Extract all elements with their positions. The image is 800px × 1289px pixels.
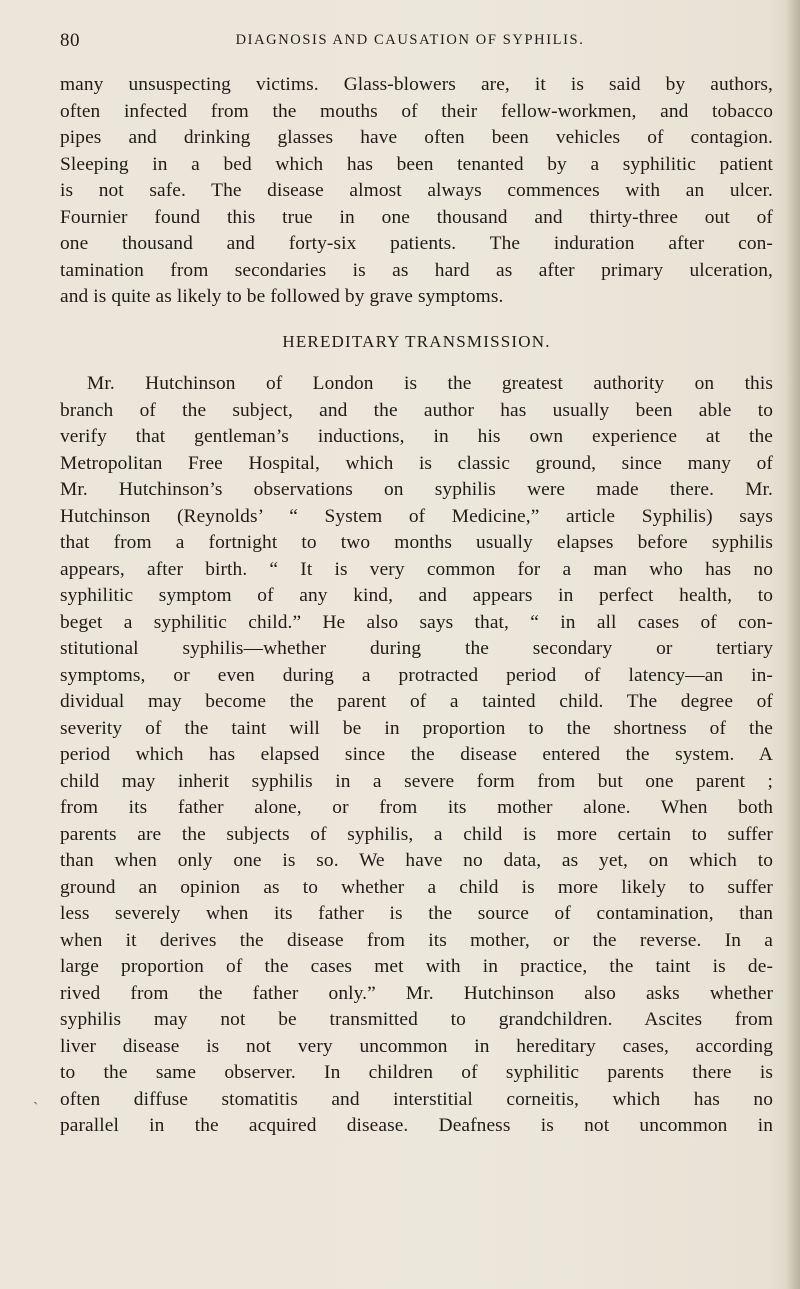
text-line: Sleeping in a bed which has been tenanted by a syphilitic patient xyxy=(60,153,773,175)
page-header xyxy=(60,30,775,58)
text-line: period which has elapsed since the disease entered the system. A xyxy=(60,744,773,765)
text-line: Fournier found this true in one thousand and thirty-three out of xyxy=(60,206,773,228)
text-line: one thousand and forty-six patients. The induration after con- xyxy=(60,233,773,254)
text-line: from its father alone, or from its mother alone. When both xyxy=(60,797,773,818)
text-line: Mr. Hutchinson’s observations on syphilis were made there. Mr. xyxy=(60,479,773,500)
text-line: branch of the subject, and the author has usually been able to xyxy=(60,399,773,421)
page-edge-shadow xyxy=(786,0,800,1289)
text-line: Metropolitan Free Hospital, which is classic ground, since many of xyxy=(60,452,773,474)
text-line: symptoms, or even during a protracted period of latency—an in- xyxy=(60,664,773,686)
paragraph-2 xyxy=(60,371,773,1140)
text-line: when it derives the disease from its mother, or the reverse. In a xyxy=(60,929,773,951)
text-line: ground an opinion as to whether a child is more likely to suffer xyxy=(60,876,773,898)
text-line: tamination from secondaries is as hard as after primary ulceration, xyxy=(60,259,773,281)
text-line: pipes and drinking glasses have often been vehicles of contagion. xyxy=(60,127,773,148)
text-line: many unsuspecting victims. Glass-blowers are, it is said by authors, xyxy=(60,74,773,95)
text-line: dividual may become the parent of a tainted child. The degree of xyxy=(60,691,773,712)
paragraph-1 xyxy=(60,72,773,311)
text-line: verify that gentleman’s inductions, in his own experience at the xyxy=(60,426,773,447)
text-line: than when only one is so. We have no data, as yet, on which to xyxy=(60,850,773,871)
text-line: parallel in the acquired disease. Deafness is not uncommon in xyxy=(60,1115,773,1136)
text-line: syphilis may not be transmitted to grandchildren. Ascites from xyxy=(60,1009,773,1030)
text-line: often infected from the mouths of their fellow-workmen, and tobacco xyxy=(60,100,773,122)
margin-mark: ˋ xyxy=(33,1100,39,1117)
section-heading: HEREDITARY TRANSMISSION. xyxy=(282,331,551,351)
text-line: to the same observer. In children of syphilitic parents there is xyxy=(60,1062,773,1083)
text-line: is not safe. The disease almost always commences with an ulcer. xyxy=(60,180,773,201)
text-line: child may inherit syphilis in a severe form from but one parent ; xyxy=(60,770,773,792)
text-line: beget a syphilitic child.” He also says that, “ in all cases of con- xyxy=(60,611,773,633)
text-line: that from a fortnight to two months usually elapses before syphilis xyxy=(60,532,773,553)
text-line: rived from the father only.” Mr. Hutchinson also asks whether xyxy=(60,982,773,1004)
text-line: large proportion of the cases met with in practice, the taint is de- xyxy=(60,956,773,977)
text-block xyxy=(60,72,773,1140)
text-line: severity of the taint will be in proportion to the shortness of the xyxy=(60,717,773,739)
text-line: Mr. Hutchinson of London is the greatest authority on this xyxy=(87,373,773,394)
text-line: liver disease is not very uncommon in hereditary cases, according xyxy=(60,1035,773,1057)
text-line: stitutional syphilis—whether during the secondary or tertiary xyxy=(60,638,773,659)
text-line: often diffuse stomatitis and interstitial corneitis, which has no xyxy=(60,1088,773,1110)
text-line: syphilitic symptom of any kind, and appears in perfect health, to xyxy=(60,585,773,606)
text-line: parents are the subjects of syphilis, a child is more certain to suffer xyxy=(60,823,773,845)
text-line: appears, after birth. “ It is very common for a man who has no xyxy=(60,558,773,580)
text-line: less severely when its father is the source of contamination, than xyxy=(60,903,773,924)
text-line: and is quite as likely to be followed by grave symptoms. xyxy=(60,286,504,307)
running-head: DIAGNOSIS AND CAUSATION OF SYPHILIS. xyxy=(235,32,585,48)
page-number: 80 xyxy=(60,30,80,51)
text-line: Hutchinson (Reynolds’ “ System of Medicine,” article Syphilis) says xyxy=(60,505,773,527)
